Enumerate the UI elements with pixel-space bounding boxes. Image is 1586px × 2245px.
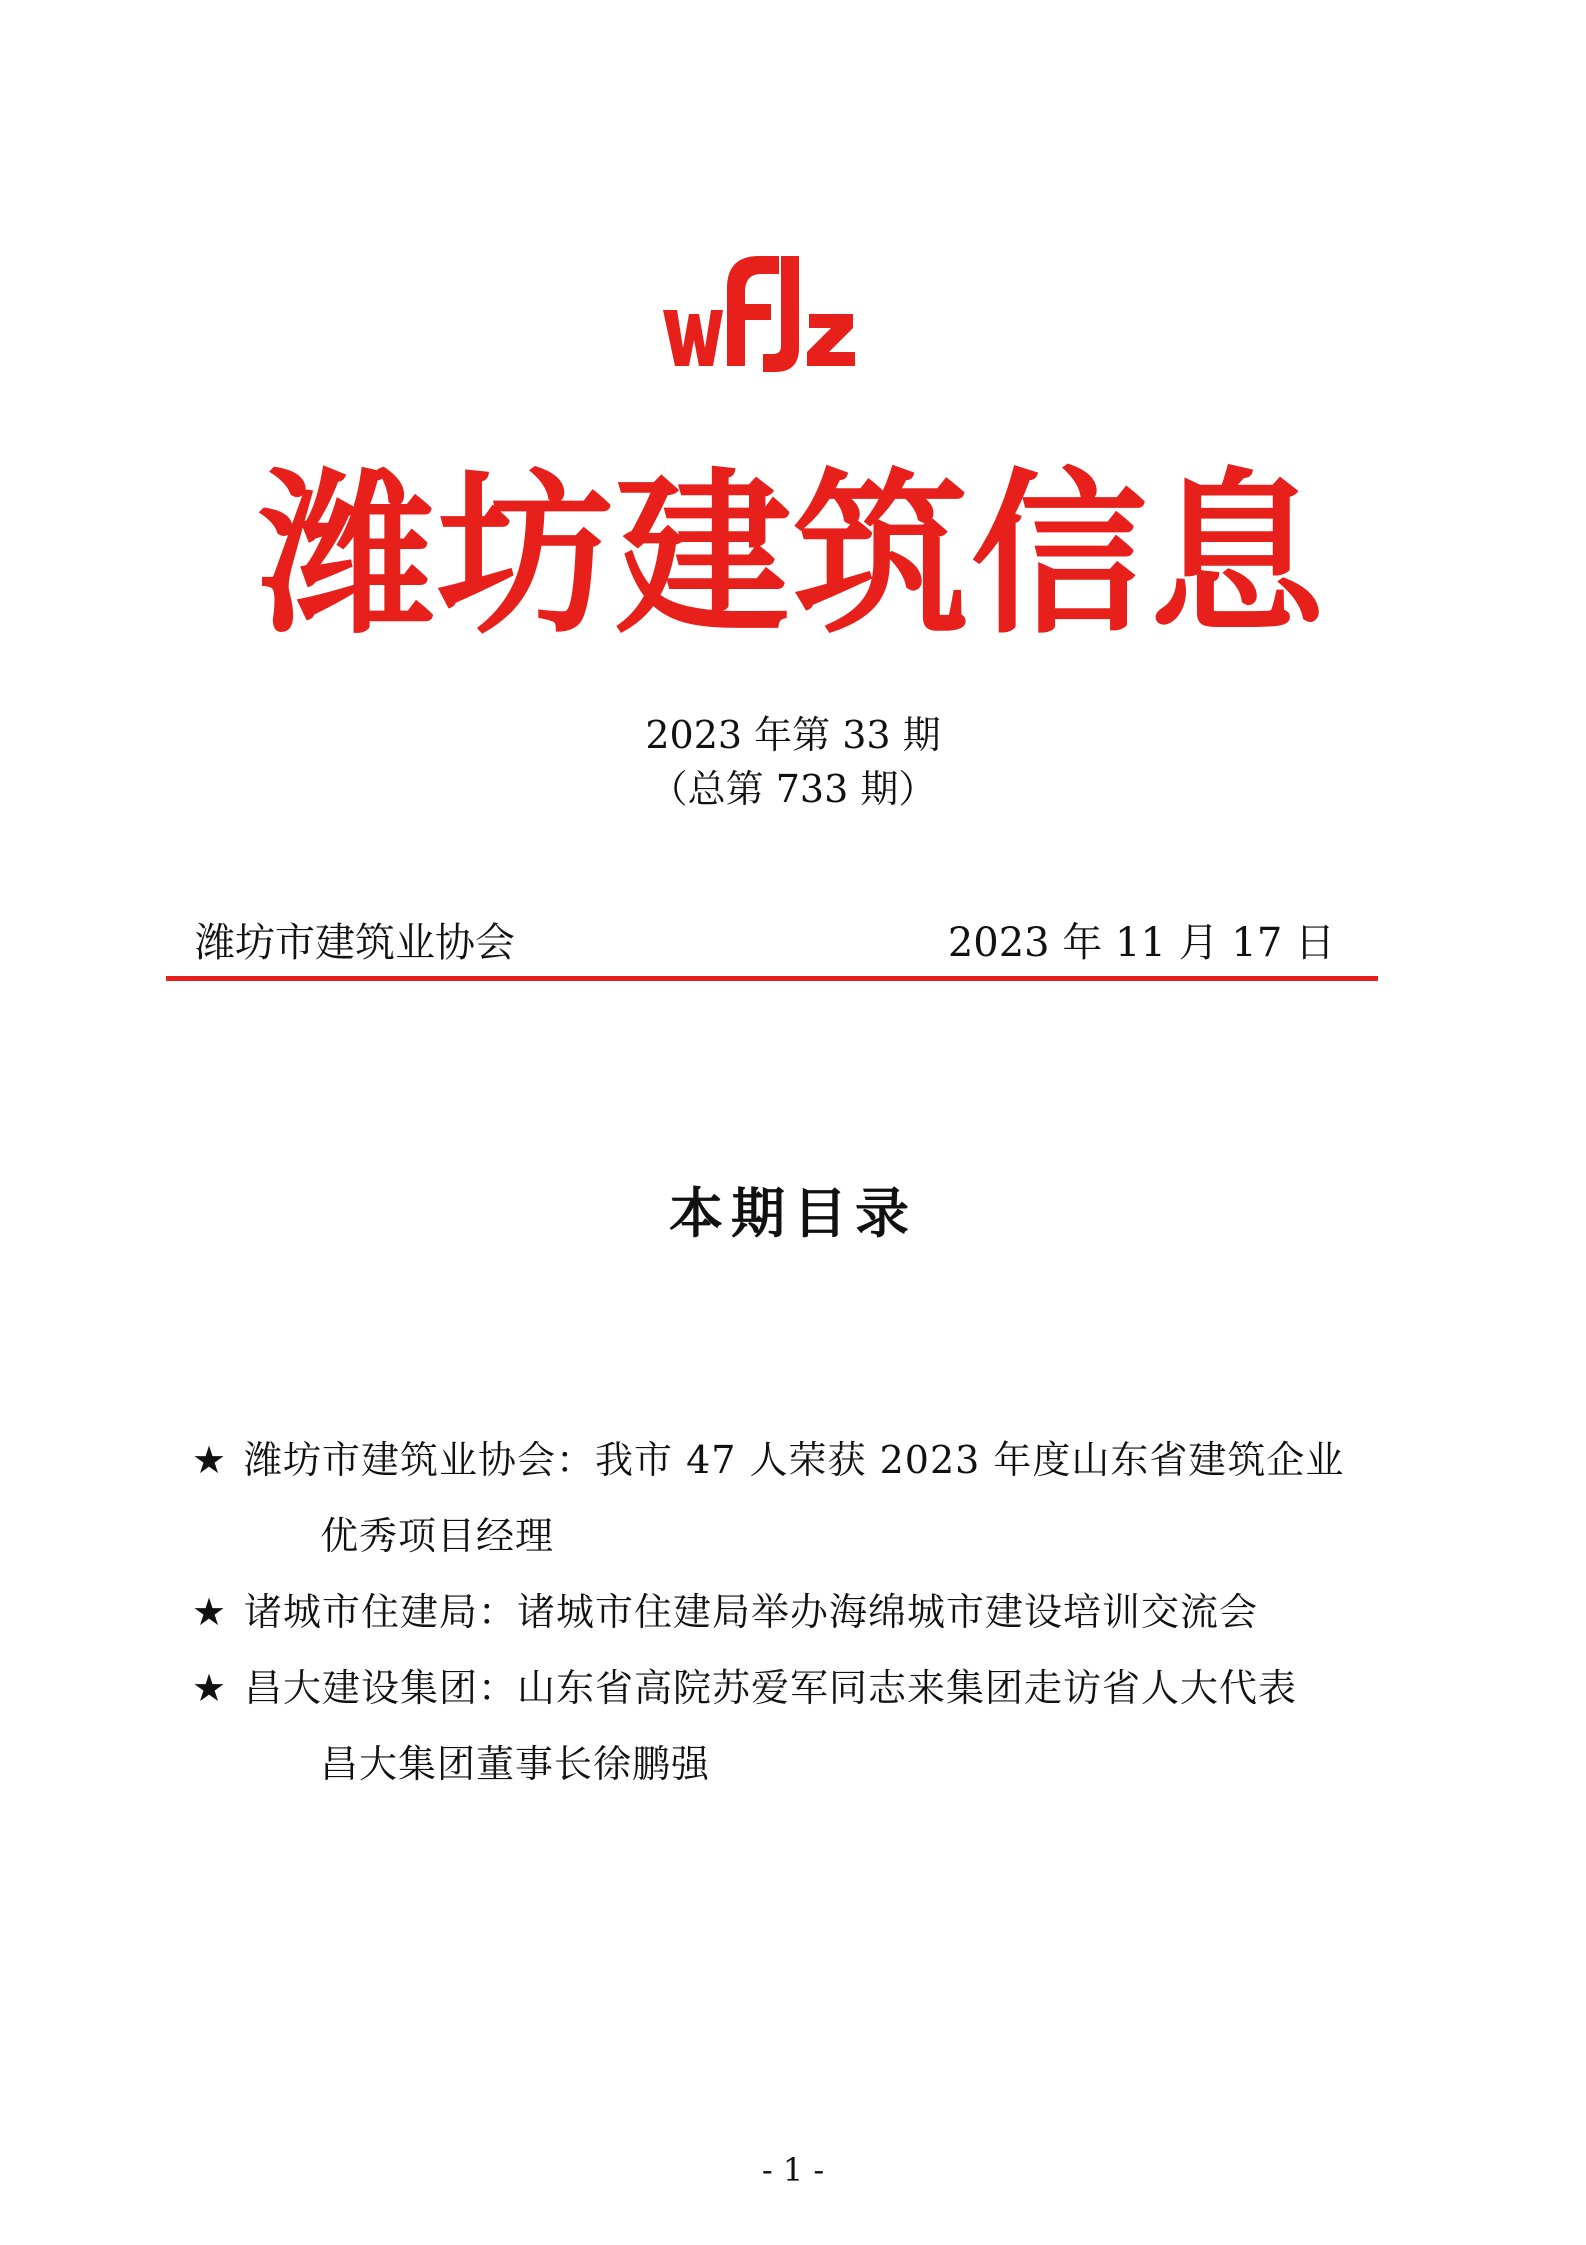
toc-title: 本期目录 xyxy=(669,1181,917,1245)
toc-item-text-continued: 优秀项目经理 xyxy=(320,1514,555,1558)
toc-list xyxy=(192,1422,1422,1802)
publisher-name: 潍坊市建筑业协会 xyxy=(195,920,515,966)
toc-item-text: 潍坊市建筑业协会：我市 47 人荣获 2023 年度山东省建筑企业 xyxy=(244,1438,1345,1482)
star-icon: ★ xyxy=(192,1590,228,1634)
toc-item xyxy=(192,1422,1422,1574)
toc-item-text: 昌大建设集团：山东省高院苏爱军同志来集团走访省人大代表 xyxy=(244,1666,1298,1710)
star-icon: ★ xyxy=(192,1666,228,1710)
svg-text:wFJz: wFJz xyxy=(655,248,658,249)
star-icon: ★ xyxy=(192,1438,228,1482)
toc-item xyxy=(192,1574,1422,1650)
toc-item-text-continued: 昌大集团董事长徐鹏强 xyxy=(320,1742,711,1786)
page-number: - 1 - xyxy=(761,2151,825,2189)
red-rule-divider xyxy=(166,976,1378,981)
toc-item-text: 诸城市住建局：诸城市住建局举办海绵城市建设培训交流会 xyxy=(244,1590,1259,1634)
issue-number: 2023 年第 33 期 xyxy=(645,713,941,757)
wfjz-logo xyxy=(655,248,860,376)
toc-item xyxy=(192,1650,1422,1802)
issue-total-number: （总第 733 期） xyxy=(649,767,937,811)
masthead-title: 潍坊建筑信息 xyxy=(258,451,1327,658)
publish-date: 2023 年 11 月 17 日 xyxy=(947,920,1335,966)
publisher-row xyxy=(195,918,1335,968)
